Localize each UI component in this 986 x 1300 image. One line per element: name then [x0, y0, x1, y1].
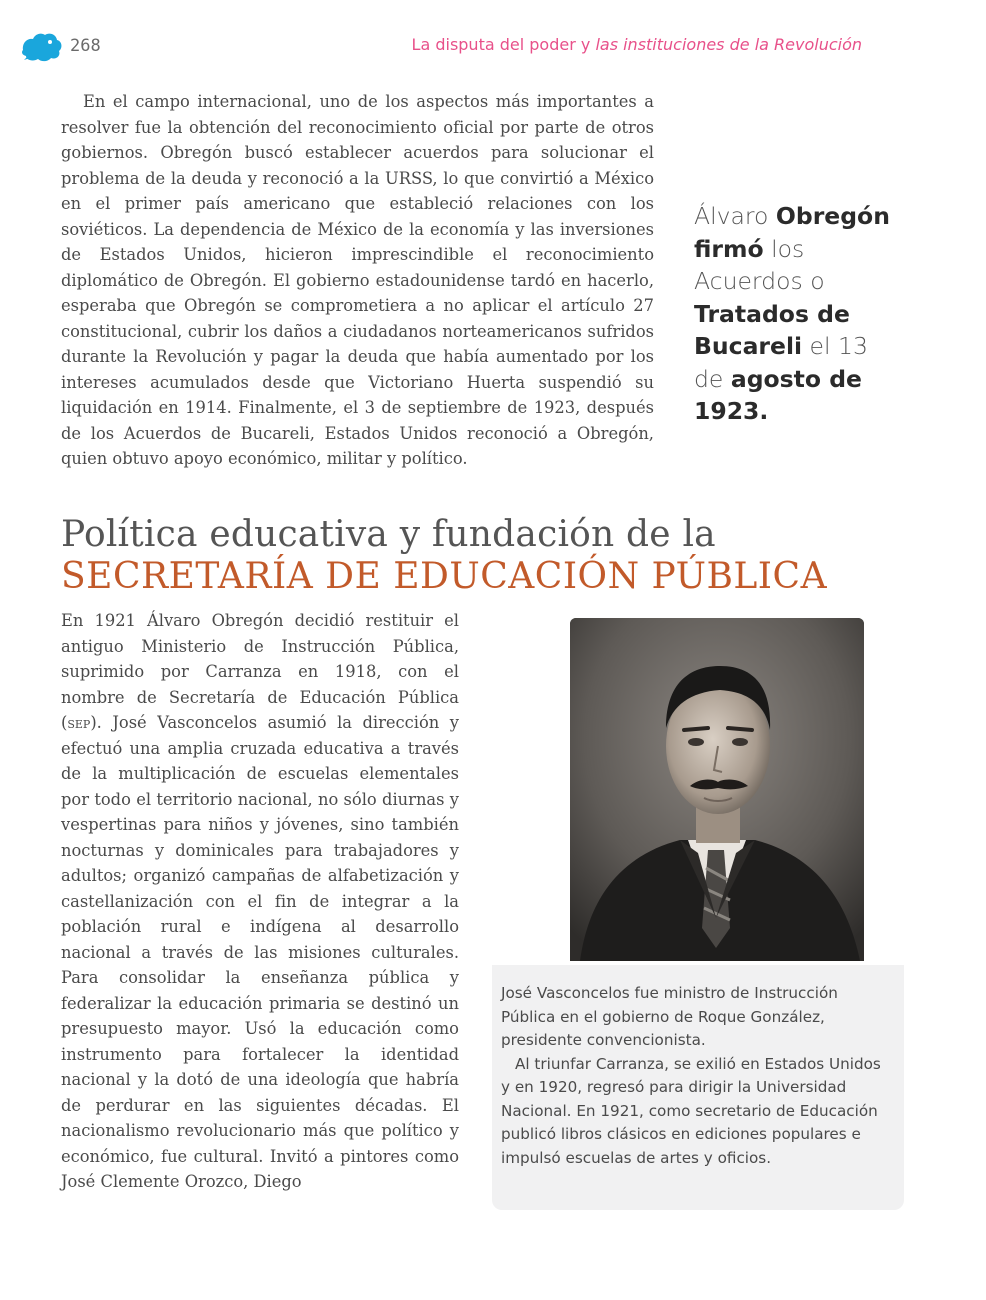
- section-body-text: [61, 608, 459, 1195]
- sep-abbreviation: sep: [67, 713, 91, 732]
- section-text-part1: En 1921 Álvaro Obregón decidió restituir el antiguo Ministerio de Instrucción Pública, suprimido por Carranza en 1918, con el nombre de Secretaría de Educación Pública (: [61, 611, 459, 732]
- running-title-italic: las instituciones de la Revolución: [595, 35, 862, 54]
- caption-paragraph-1: José Vasconcelos fue ministro de Instrucción Pública en el gobierno de Roque González, presidente convencionista.: [501, 984, 838, 1049]
- side-note: [694, 200, 894, 428]
- photo-caption: [492, 965, 904, 1210]
- section-title-line1: Política educativa y fundación de la: [61, 514, 716, 555]
- side-note-text-2: los Acuerdos o: [694, 234, 825, 295]
- side-note-bold-3: agosto de 1923.: [694, 364, 862, 425]
- portrait-illustration: [570, 618, 864, 961]
- side-note-bold-1: Obregón firmó: [694, 202, 890, 263]
- section-text-part2: ). José Vasconcelos asumió la dirección y efectuó una amplia cruzada educativa a través de la multiplicación de escuelas elementales por todo el territorio nacional, no sólo diurnas y vespertinas para niños y jóvenes, sino también nocturnas y dominicales para trabajadores y adultos; organizó campañas de alfabetización y castellanización con el fin de integrar a la población rural e indígena al desarrollo nacional a través de las misiones culturales. Para consolidar la enseñanza pública y federalizar la educación primaria se destinó un presupuesto mayor. Usó la educación como instrumento para fortalecer la identidad nacional y la dotó de una ideología que habría de perdurar en las siguientes décadas. El nacionalismo revolucionario más que político y económico, fue cultural. Invitó a pintores como José Clemente Orozco, Diego: [61, 713, 459, 1191]
- page-number: 268: [70, 36, 101, 56]
- vasconcelos-portrait-photo: [570, 618, 864, 961]
- section-heading: [61, 514, 941, 598]
- intro-paragraph: En el campo internacional, uno de los aspectos más importantes a resolver fue la obtención del reconocimiento oficial por parte de otros gobiernos. Obregón buscó establecer acuerdos para solucionar el problema de la deuda y reconoció a la URSS, lo que convirtió a México en el primer país americano que estableció relaciones con los soviéticos. La dependencia de México de la economía y las inversiones de Estados Unidos, hicieron imprescindible el reconocimiento diplomático de Obregón. El gobierno estadounidense tardó en hacerlo, esperaba que Obregón se comprometiera a no aplicar el artículo 27 constitucional, cubrir los daños a ciudadanos norteamericanos sufridos durante la Revolución y pagar la deuda que había aumentado por los intereses acumulados desde que Victoriano Huerta suspendió su liquidación en 1914. Finalmente, el 3 de septiembre de 1923, después de los Acuerdos de Bucareli, Estados Unidos reconoció a Obregón, quien obtuvo apoyo económico, militar y político.: [61, 92, 654, 468]
- side-note-text-3: el 13 de: [694, 332, 868, 393]
- running-title: [412, 35, 862, 54]
- section-title-line2: SECRETARÍA DE EDUCACIÓN PÚBLICA: [61, 556, 828, 597]
- side-note-text-1: Álvaro: [694, 202, 776, 230]
- caption-paragraph-2: Al triunfar Carranza, se exilió en Estados Unidos y en 1920, regresó para dirigir la Universidad Nacional. En 1921, como secretario de Educación publicó libros clásicos en ediciones populares e impulsó escuelas de artes y oficios.: [501, 1054, 881, 1167]
- running-title-plain: La disputa del poder y: [411, 35, 596, 54]
- side-note-bold-2: Tratados de Bucareli: [694, 299, 850, 360]
- blue-blob-icon: [20, 30, 64, 64]
